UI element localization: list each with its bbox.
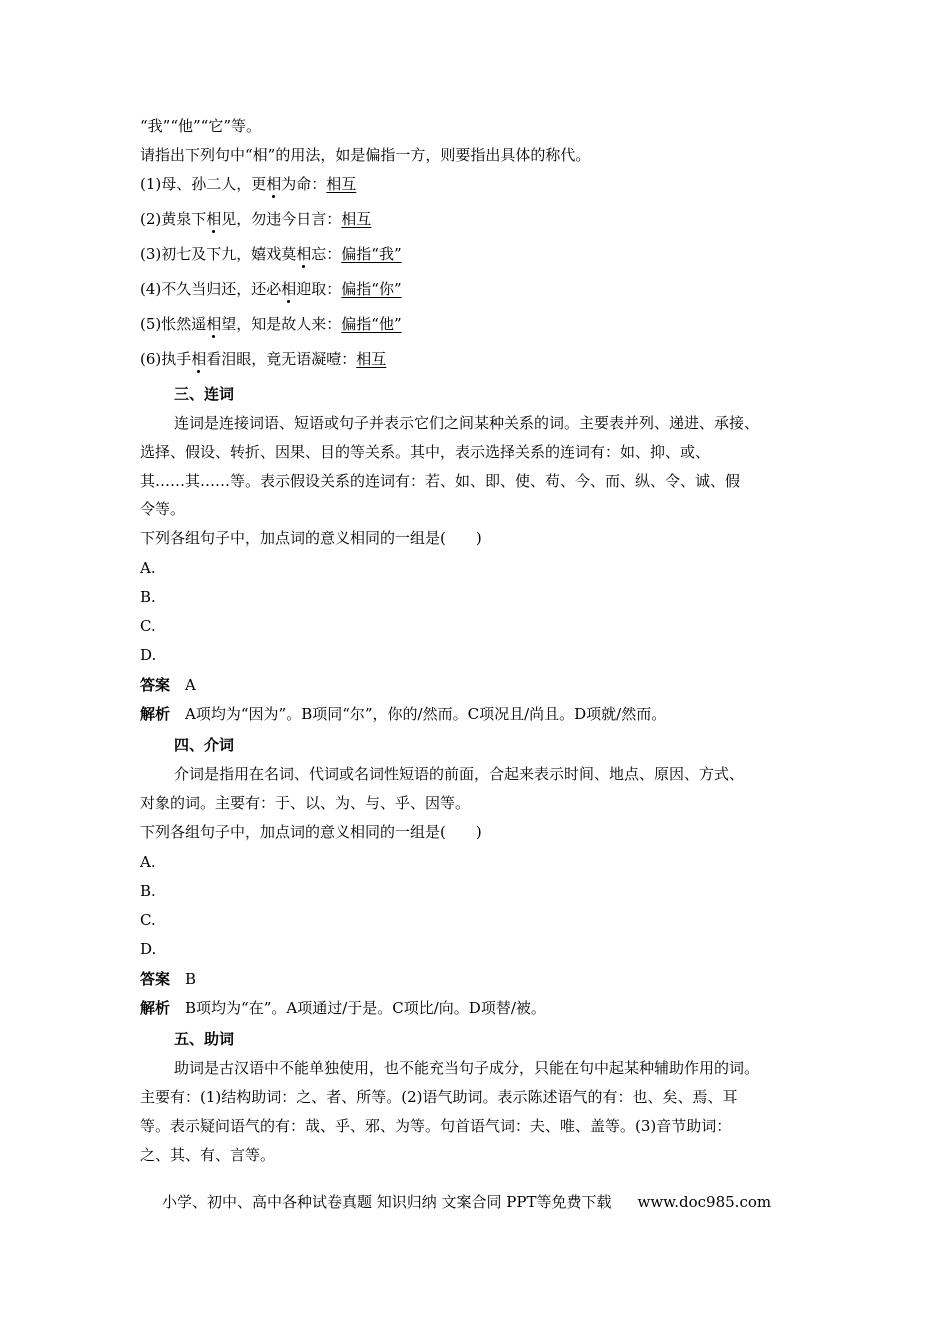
text-line: 请指出下列句中“相”的用法，如是偏指一方，则要指出具体的称代。 xyxy=(140,146,591,164)
text-line: 主要有：(1)结构助词：之、者、所等。(2)语气助词。表示陈述语气的有：也、矣、焉、耳 xyxy=(140,1088,738,1106)
analysis-text: A项均为“因为”。B项同“尔”，你的/然而。C项况且/尚且。D项就/然而。 xyxy=(185,705,667,723)
emphasis-dot-char: 相 xyxy=(191,350,207,368)
text-line: 助词是古汉语中不能单独使用，也不能充当句子成分，只能在句中起某种辅助作用的词。 xyxy=(174,1059,760,1077)
page-footer xyxy=(162,1192,771,1212)
answer-underline: 偏指“我” xyxy=(341,245,402,263)
analysis-text: B项均为“在”。A项通过/于是。C项比/向。D项替/被。 xyxy=(185,999,546,1017)
exercise-item: (2)黄泉下相见，勿违今日言：相互 xyxy=(140,210,372,228)
text-line: 连词是连接词语、短语或句子并表示它们之间某种关系的词。主要表并列、递进、承接、 xyxy=(174,414,760,432)
text-line: 其……其……等。表示假设关系的连词有：若、如、即、使、苟、今、而、纵、令、诚、假 xyxy=(140,472,741,490)
text-line: 令等。 xyxy=(140,500,186,518)
footer-text: 小学、初中、高中各种试卷真题 知识归纳 文案合同 PPT等免费下载 xyxy=(162,1193,612,1211)
option-d: D. xyxy=(140,940,157,958)
emphasis-dot-char: 相 xyxy=(206,210,222,228)
answer-underline: 相互 xyxy=(356,350,387,368)
text-line: 选择、假设、转折、因果、目的等关系。其中，表示选择关系的连词有：如、抑、或、 xyxy=(140,443,711,461)
option-b: B. xyxy=(140,882,156,900)
option-b: B. xyxy=(140,588,156,606)
exercise-item: (4)不久当归还，还必相迎取：偏指“你” xyxy=(140,280,402,298)
analysis-label: 解析 xyxy=(140,999,171,1017)
text-line: “我”“他”“它”等。 xyxy=(140,117,262,135)
answer-value: B xyxy=(185,970,197,988)
option-c: C. xyxy=(140,617,156,635)
answer-line xyxy=(140,969,196,989)
answer-underline: 偏指“他” xyxy=(341,315,402,333)
question-stem: 下列各组句子中，加点词的意义相同的一组是( ) xyxy=(140,823,482,841)
option-d: D. xyxy=(140,646,157,664)
answer-underline: 偏指“你” xyxy=(341,280,402,298)
analysis-line xyxy=(140,998,546,1018)
option-a: A. xyxy=(140,853,156,871)
emphasis-dot-char: 相 xyxy=(296,245,312,263)
text-line: 介词是指用在名词、代词或名词性短语的前面，合起来表示时间、地点、原因、方式、 xyxy=(174,765,745,783)
emphasis-dot-char: 相 xyxy=(281,280,297,298)
exercise-item: (3)初七及下九，嬉戏莫相忘：偏指“我” xyxy=(140,245,402,263)
answer-value: A xyxy=(185,676,196,694)
text-line: 对象的词。主要有：于、以、为、与、乎、因等。 xyxy=(140,794,471,812)
answer-label: 答案 xyxy=(140,970,171,988)
question-stem: 下列各组句子中，加点词的意义相同的一组是( ) xyxy=(140,529,482,547)
emphasis-dot-char: 相 xyxy=(266,175,282,193)
analysis-line xyxy=(140,704,666,724)
answer-line xyxy=(140,675,196,695)
emphasis-dot-char: 相 xyxy=(206,315,222,333)
exercise-item: (1)母、孙二人，更相为命：相互 xyxy=(140,175,357,193)
answer-underline: 相互 xyxy=(341,210,372,228)
exercise-item: (5)怅然遥相望，知是故人来：偏指“他” xyxy=(140,315,402,333)
text-line: 等。表示疑问语气的有：哉、乎、邪、为等。句首语气词：夫、唯、盖等。(3)音节助词： xyxy=(140,1117,732,1135)
analysis-label: 解析 xyxy=(140,705,171,723)
section-heading: 四、介词 xyxy=(174,736,235,754)
answer-underline: 相互 xyxy=(326,175,357,193)
answer-label: 答案 xyxy=(140,676,171,694)
exercise-item: (6)执手相看泪眼，竟无语凝噎：相互 xyxy=(140,350,387,368)
section-heading: 三、连词 xyxy=(174,385,235,403)
option-a: A. xyxy=(140,559,156,577)
option-c: C. xyxy=(140,911,156,929)
footer-url: www.doc985.com xyxy=(637,1193,772,1211)
section-heading: 五、助词 xyxy=(174,1030,235,1048)
text-line: 之、其、有、言等。 xyxy=(140,1146,276,1164)
